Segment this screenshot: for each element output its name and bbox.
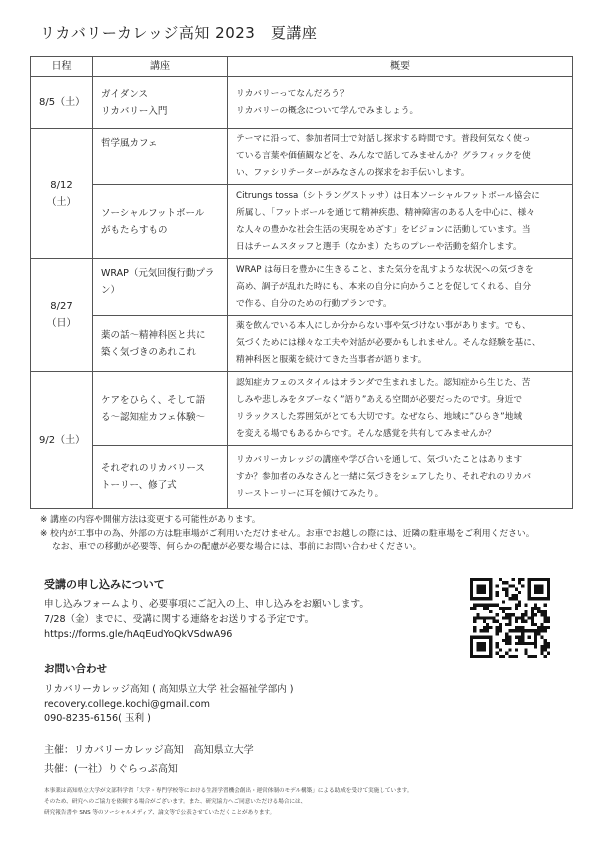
qr-code-icon — [470, 578, 550, 658]
summary-line: で作る、自分のための行動プランです。 — [236, 298, 392, 309]
course-cell — [93, 129, 228, 185]
form-link[interactable]: https://forms.gle/hAqEudYoQkVSdwA96 — [44, 629, 233, 640]
date-cell: 8/27（日） — [31, 259, 93, 372]
summary-line: ている言葉や価値観などを、みんなで話してみませんか？グラフィックを使 — [236, 151, 531, 161]
header-summary: 概要 — [228, 57, 573, 77]
summary-cell — [228, 446, 573, 509]
summary-line: WRAP は毎日を豊かに生きること、また気分を乱すような状況への気づきを — [236, 264, 534, 275]
course-line: WRAP（元気回復行動プラン） — [101, 268, 215, 296]
summary-line: リカバリーってなんだろう？ — [236, 88, 349, 99]
course-cell — [93, 316, 228, 372]
summary-line: 気づくためには様々な工夫や対話が必要かもしれません。そんな経験を基に、 — [236, 338, 541, 348]
footnote-line: そのため、研究へのご協力を依頼する場合がございます。また、研究協力へご同意いただける場合には、 — [44, 799, 307, 805]
course-line: ガイダンス — [101, 88, 149, 100]
summary-line: Citrungs tossa（シトラングストッサ）は日本ソーシャルフットボール協会に — [236, 190, 540, 201]
summary-cell — [228, 316, 573, 372]
summary-line: 精神科医と服薬を続けてきた当事者が語ります。 — [236, 355, 427, 365]
summary-line: 認知症カフェのスタイルはオランダで生まれました。認知症から生じた、苦 — [236, 377, 531, 388]
course-line: リカバリー入門 — [101, 105, 168, 117]
organizer: 主催：リカバリーカレッジ高知 高知県立大学 — [44, 745, 254, 756]
summary-line: リカバリーカレッジの講座や学び合いを通して、気づいたことはあります — [236, 454, 523, 465]
summary-line: しみや悲しみをタブーなく”語り”あえる空間が必要だったのです。身近で — [236, 394, 523, 405]
apply-body — [44, 597, 369, 642]
course-cell — [93, 446, 228, 509]
footnote-line: 本事業は高知県立大学が文部科学省「大学・専門学校等における生涯学習機会創出・運営体制のモデル構築」による助成を受けて実施しています。 — [44, 788, 413, 794]
table-row — [31, 316, 573, 372]
course-cell — [93, 77, 228, 129]
summary-cell — [228, 185, 573, 259]
course-line: 築く気づきのあれこれ — [101, 346, 197, 358]
notes — [40, 514, 580, 555]
summary-line: 薬を飲んでいる本人にしか分からない事や気づけない事があります。でも、 — [236, 321, 531, 331]
schedule-table — [30, 56, 573, 509]
footnote-line: 研究報告書や SNS 等のソーシャルメディア、論文等で公表させていただくことがあります。 — [44, 810, 276, 816]
course-line: ソーシャルフットボール — [101, 207, 205, 219]
course-cell — [93, 259, 228, 316]
co-organizer: 共催：(一社）りぐらっぷ高知 — [44, 764, 178, 775]
note-line: ※ 校内が工事中の為、外部の方は駐車場がご利用いただけません。お車でお越しの際には、近隣の駐車場をご利用ください。 — [40, 528, 535, 539]
course-line: 哲学風カフェ — [101, 138, 158, 149]
sponsors — [44, 741, 254, 779]
summary-line: テーマに沿って、参加者同士で対話し探求する時間です。普段何気なく使っ — [236, 134, 531, 144]
table-header-row — [31, 57, 573, 77]
summary-cell — [228, 372, 573, 446]
course-cell — [93, 372, 228, 446]
course-line: それぞれのリカバリース — [101, 463, 205, 474]
course-line: 薬の話～精神科医と共に — [101, 329, 206, 341]
date-cell: 9/2（土） — [31, 372, 93, 509]
summary-line: リカバリーの概念について学んでみましょう。 — [236, 105, 419, 116]
date-cell: 8/5（土） — [31, 77, 93, 129]
header-course: 講座 — [93, 57, 228, 77]
summary-cell — [228, 259, 573, 316]
apply-line: 7/28（金）までに、受講に関する連絡をお送りする予定です。 — [44, 614, 315, 625]
contact-email[interactable]: recovery.college.kochi@gmail.com — [44, 698, 210, 710]
summary-line: い、ファシリテーターがみなさんの探求をお手伝いします。 — [236, 168, 470, 178]
date-cell: 8/12（土） — [31, 129, 93, 259]
header-date: 日程 — [31, 57, 93, 77]
course-line: る～認知症カフェ体験～ — [101, 411, 206, 423]
table-row — [31, 185, 573, 259]
table-row — [31, 446, 573, 509]
table-row — [31, 259, 573, 316]
note-line: なお、車での移動が必要等、何らかの配慮が必要な場合には、事前にお問い合わせください。 — [52, 542, 422, 552]
summary-line: 所属し、「フットボールを通じて精神疾患、精神障害のある人を中心に、様々 — [236, 207, 535, 218]
summary-line: を変える場でもあるからです。そんな感覚を共有してみませんか？ — [236, 428, 496, 439]
contact-heading: お問い合わせ — [44, 663, 107, 675]
summary-line: 日はチームスタッフと選手（なかま）たちのプレーや活動を紹介します。 — [236, 241, 522, 252]
apply-heading: 受講の申し込みについて — [44, 578, 165, 591]
summary-line: な人々の豊かな社会生活の実現をめざす」をビジョンに活動しています。当 — [236, 224, 531, 235]
summary-cell — [228, 77, 573, 129]
course-line: ケアをひらく、そして語 — [101, 394, 206, 406]
contact-org: リカバリーカレッジ高知 ( 高知県立大学 社会福祉学部内 ) — [44, 684, 294, 695]
footnotes — [44, 786, 412, 819]
summary-line: リーストーリーに耳を傾けてみたり。 — [236, 488, 384, 499]
summary-cell — [228, 129, 573, 185]
summary-line: 高め、調子が乱れた時にも、本来の自分に向かうことを促してくれる、自分 — [236, 281, 532, 292]
course-cell — [93, 185, 228, 259]
contact-phone: 090-8235-6156( 玉利 ) — [44, 713, 151, 724]
table-row — [31, 372, 573, 446]
apply-line: 申し込みフォームより、必要事項にご記入の上、申し込みをお願いします。 — [44, 599, 369, 610]
page-title: リカバリーカレッジ高知 2023 夏講座 — [40, 24, 318, 42]
contact-body — [44, 683, 294, 727]
table-row — [31, 129, 573, 185]
table-row — [31, 77, 573, 129]
summary-line: すか？参加者のみなさんと一緒に気づきをシェアしたり、それぞれのリカバ — [236, 471, 532, 482]
course-line: トーリー、修了式 — [101, 480, 177, 491]
course-line: がもたらすもの — [101, 224, 168, 236]
note-line: ※ 講座の内容や開催方法は変更する可能性があります。 — [40, 515, 261, 525]
summary-line: リラックスした雰囲気がとても大切です。なぜなら、地域に”ひらき”地域 — [236, 411, 523, 422]
